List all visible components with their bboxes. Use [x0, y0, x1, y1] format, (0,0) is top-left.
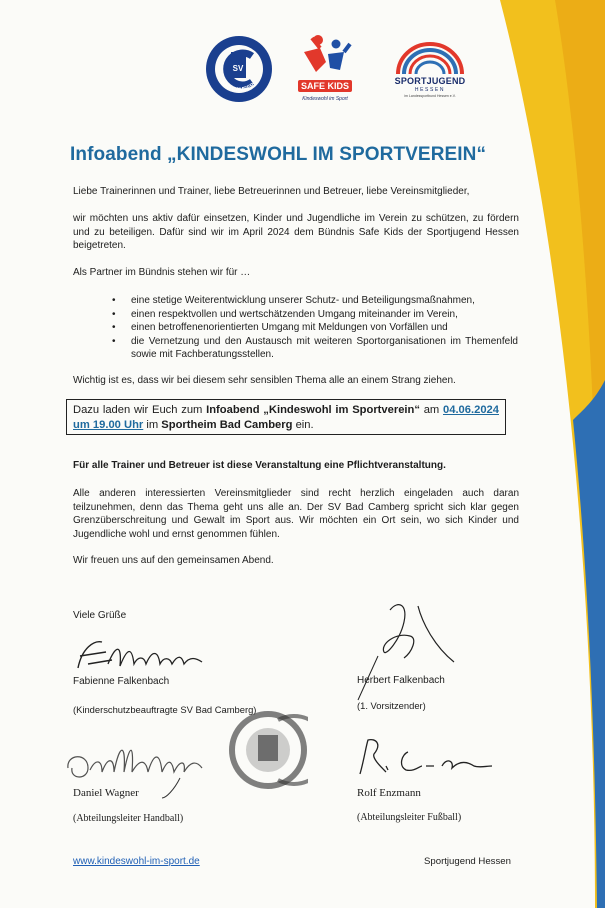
salutation: Liebe Trainerinnen und Trainer, liebe Betreuerinnen und Betreuer, liebe Vereinsmitglieder,: [73, 186, 470, 197]
svg-text:BAD CAMBERG: BAD CAMBERG: [219, 79, 259, 94]
invitation-others-paragraph: Alle anderen interessierten Vereinsmitglieder sind recht herzlich eingeladen auch daran teilzunehmen, denn das Thema geht uns alle an. Der SV Bad Camberg spricht sich klar gegen Grenzüberschreitung und Gewalt im Sport aus. Wir möchten ein Ort sein, wo sich Kinder und Jugendliche wohl und ernst genommen fühlen.: [73, 488, 519, 540]
signatory-role: (Kinderschutzbeauftragte SV Bad Camberg): [73, 704, 257, 715]
sv-bad-camberg-logo: [204, 34, 274, 104]
partner-intro: Als Partner im Bündnis stehen wir für …: [73, 267, 251, 278]
intro-paragraph: wir möchten uns aktiv dafür einsetzen, Kinder und Jugendliche im Verein zu schützen, zu fördern und zu beteiligen. Dafür sind wir im April 2024 dem Bündnis Safe Kids der Sportjugend Hessen beigetreten.: [73, 213, 519, 252]
bullet-icon: •: [112, 308, 116, 320]
sportjugend-arc-icon: [384, 34, 476, 76]
sportjugend-sub: HESSEN: [414, 87, 446, 93]
list-item: • einen betroffenenorientierten Umgang mit Meldungen von Vorfällen und: [112, 322, 448, 334]
greeting: Viele Grüße: [73, 610, 127, 621]
event-place: Sportheim Bad Camberg: [161, 419, 293, 431]
closing-sentence: Wir freuen uns auf den gemeinsamen Abend.: [73, 555, 274, 566]
event-date: 04.06.2024 um 19.00 Uhr: [73, 404, 499, 431]
bullet-icon: •: [112, 335, 116, 347]
list-item: • eine stetige Weiterentwicklung unserer Schutz- und Beteiligungsmaßnahmen,: [112, 295, 475, 306]
strand-sentence: Wichtig ist es, dass wir bei diesem sehr sensiblen Thema alle an einem Strang ziehen.: [73, 375, 456, 386]
signatory-name: Herbert Falkenbach: [357, 675, 445, 686]
mandatory-notice: Für alle Trainer und Betreuer ist diese Veranstaltung eine Pflichtveranstaltung.: [73, 460, 446, 471]
safe-kids-figures-icon: [290, 32, 360, 78]
sportjugend-tiny: im Landessportbund Hessen e.V.: [404, 94, 456, 98]
bullet-icon: •: [112, 295, 116, 306]
safe-kids-name: SAFE KIDS: [298, 80, 352, 92]
signature-fabienne-falkenbach: [72, 634, 222, 678]
commitment-list: [104, 294, 518, 362]
svg-text:SV: SV: [232, 64, 244, 73]
signatory-name: Daniel Wagner: [73, 787, 139, 799]
kindeswohl-website-link[interactable]: www.kindeswohl-im-sport.de: [73, 856, 200, 867]
footer-organisation: Sportjugend Hessen: [424, 856, 511, 867]
safe-kids-tagline: Kindeswohl im Sport: [302, 96, 348, 102]
signatory-role: (Abteilungsleiter Handball): [73, 813, 184, 824]
signature-rolf-enzmann: [350, 736, 500, 782]
logo-row: [0, 28, 605, 118]
signature-herbert-falkenbach: [338, 596, 478, 708]
signatory-name: Fabienne Falkenbach: [73, 676, 170, 687]
bullet-icon: •: [112, 322, 116, 334]
list-item: • die Vernetzung und den Austausch mit weiteren Sportorganisationen im Themenfeld sowie mit Fachberatungsstellen.: [112, 335, 518, 361]
safe-kids-logo: [290, 32, 360, 108]
page-title: Infoabend „KINDESWOHL IM SPORTVEREIN“: [70, 144, 487, 165]
invitation-box: Dazu laden wir Euch zum Infoabend „Kindeswohl im Sportverein“ am 04.06.2024 um 19.00 Uhr im Sportheim Bad Camberg ein.: [66, 399, 506, 435]
sportjugend-hessen-logo: [384, 34, 476, 104]
signatory-role: (1. Vorsitzender): [357, 700, 426, 711]
club-stamp-graphic: [228, 695, 308, 805]
event-name: Infoabend „Kindeswohl im Sportverein“: [206, 404, 420, 416]
sportjugend-name: SPORTJUGEND: [394, 76, 466, 86]
signatory-name: Rolf Enzmann: [357, 787, 421, 799]
signatory-role: (Abteilungsleiter Fußball): [357, 812, 462, 823]
list-item: • einen respektvollen und wertschätzenden Umgang miteinander im Verein,: [112, 308, 458, 320]
